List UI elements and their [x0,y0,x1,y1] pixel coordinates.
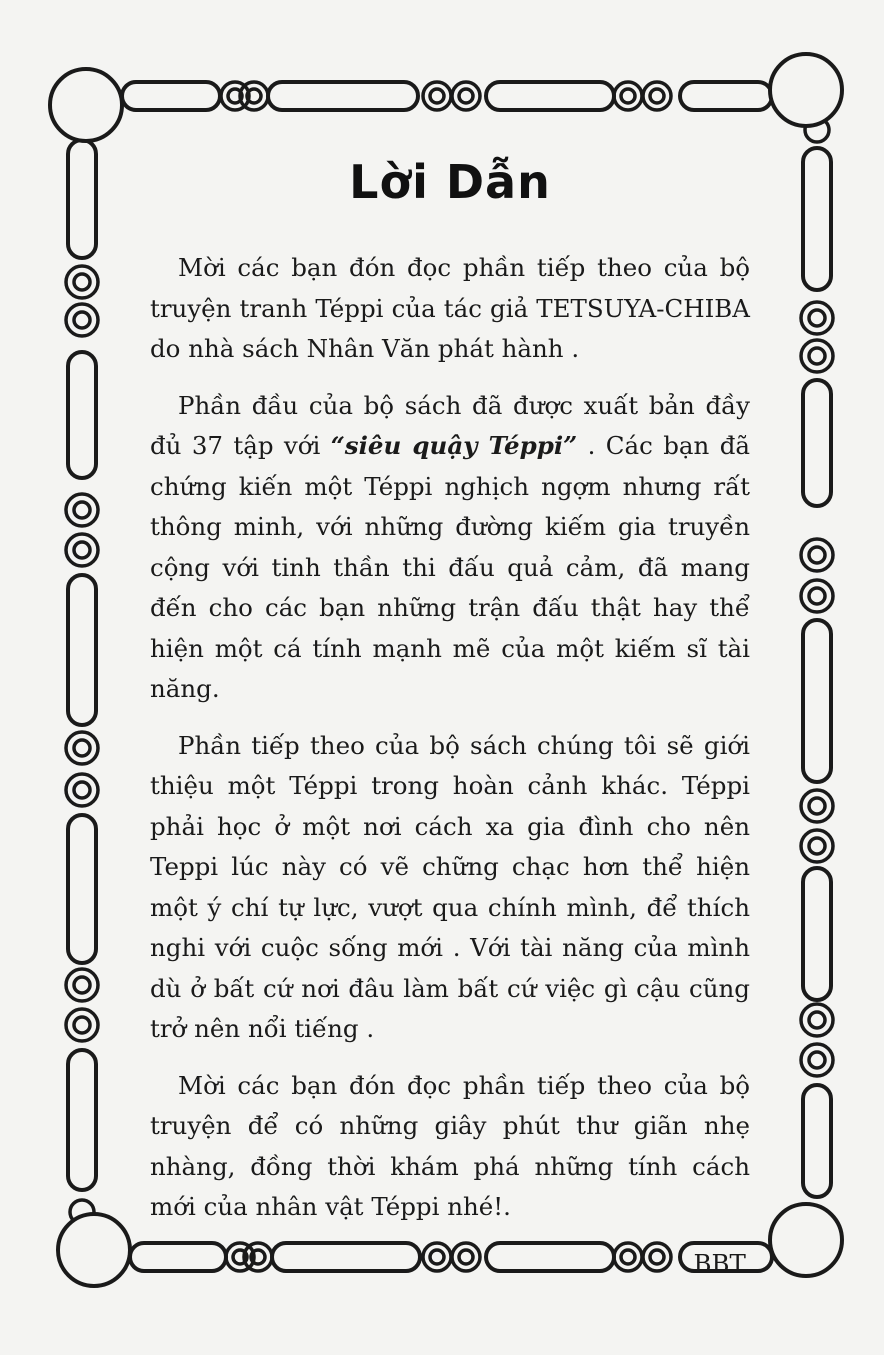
content-area [150,150,750,1284]
paragraph-2-after: . Các bạn đã chứng kiến một Téppi nghịch ngợm nhưng rất thông minh, với những đường kiếm gia truyền cộng với tinh thần thi đấu quả cảm, đã mang đến cho các bạn những trận đấu thật hay thể hiện một cá tính mạnh mẽ của một kiếm sĩ tài năng. [150,431,750,703]
paragraph-3: Phần tiếp theo của bộ sách chúng tôi sẽ giới thiệu một Téppi trong hoàn cảnh khác. Téppi phải học ở một nơi cách xa gia đình cho nên Teppi lúc này có vẽ chững chạc hơn thể hiện một ý chí tự lực, vượt qua chính mình, để thích nghi với cuộc sống mới . Với tài năng của mình dù ở bất cứ nơi đâu làm bất cứ việc gì cậu cũng trở nên nổi tiếng . [150,730,750,1043]
paragraph-4: Mời các bạn đón đọc phần tiếp theo của bộ truyện để có những giây phút thư giãn nhẹ nhàng, đồng thời khám phá những tính cách mới của nhân vật Téppi nhé!. [150,1070,750,1221]
paragraph-2 [150,386,750,710]
paragraph-1: Mời các bạn đón đọc phần tiếp theo của bộ truyện tranh Téppi của tác giả TETSUYA-CHIBA do nhà sách Nhân Văn phát hành . [150,253,750,363]
page-title: Lời Dẫn [349,155,551,209]
paragraph-2-before: Phần đầu của bộ sách đã được xuất bản đầy đủ 37 tập với [150,390,750,460]
signature: BBT. [693,1248,750,1278]
paragraph-2-emphasis: “siêu quậy Téppi” [330,431,578,460]
